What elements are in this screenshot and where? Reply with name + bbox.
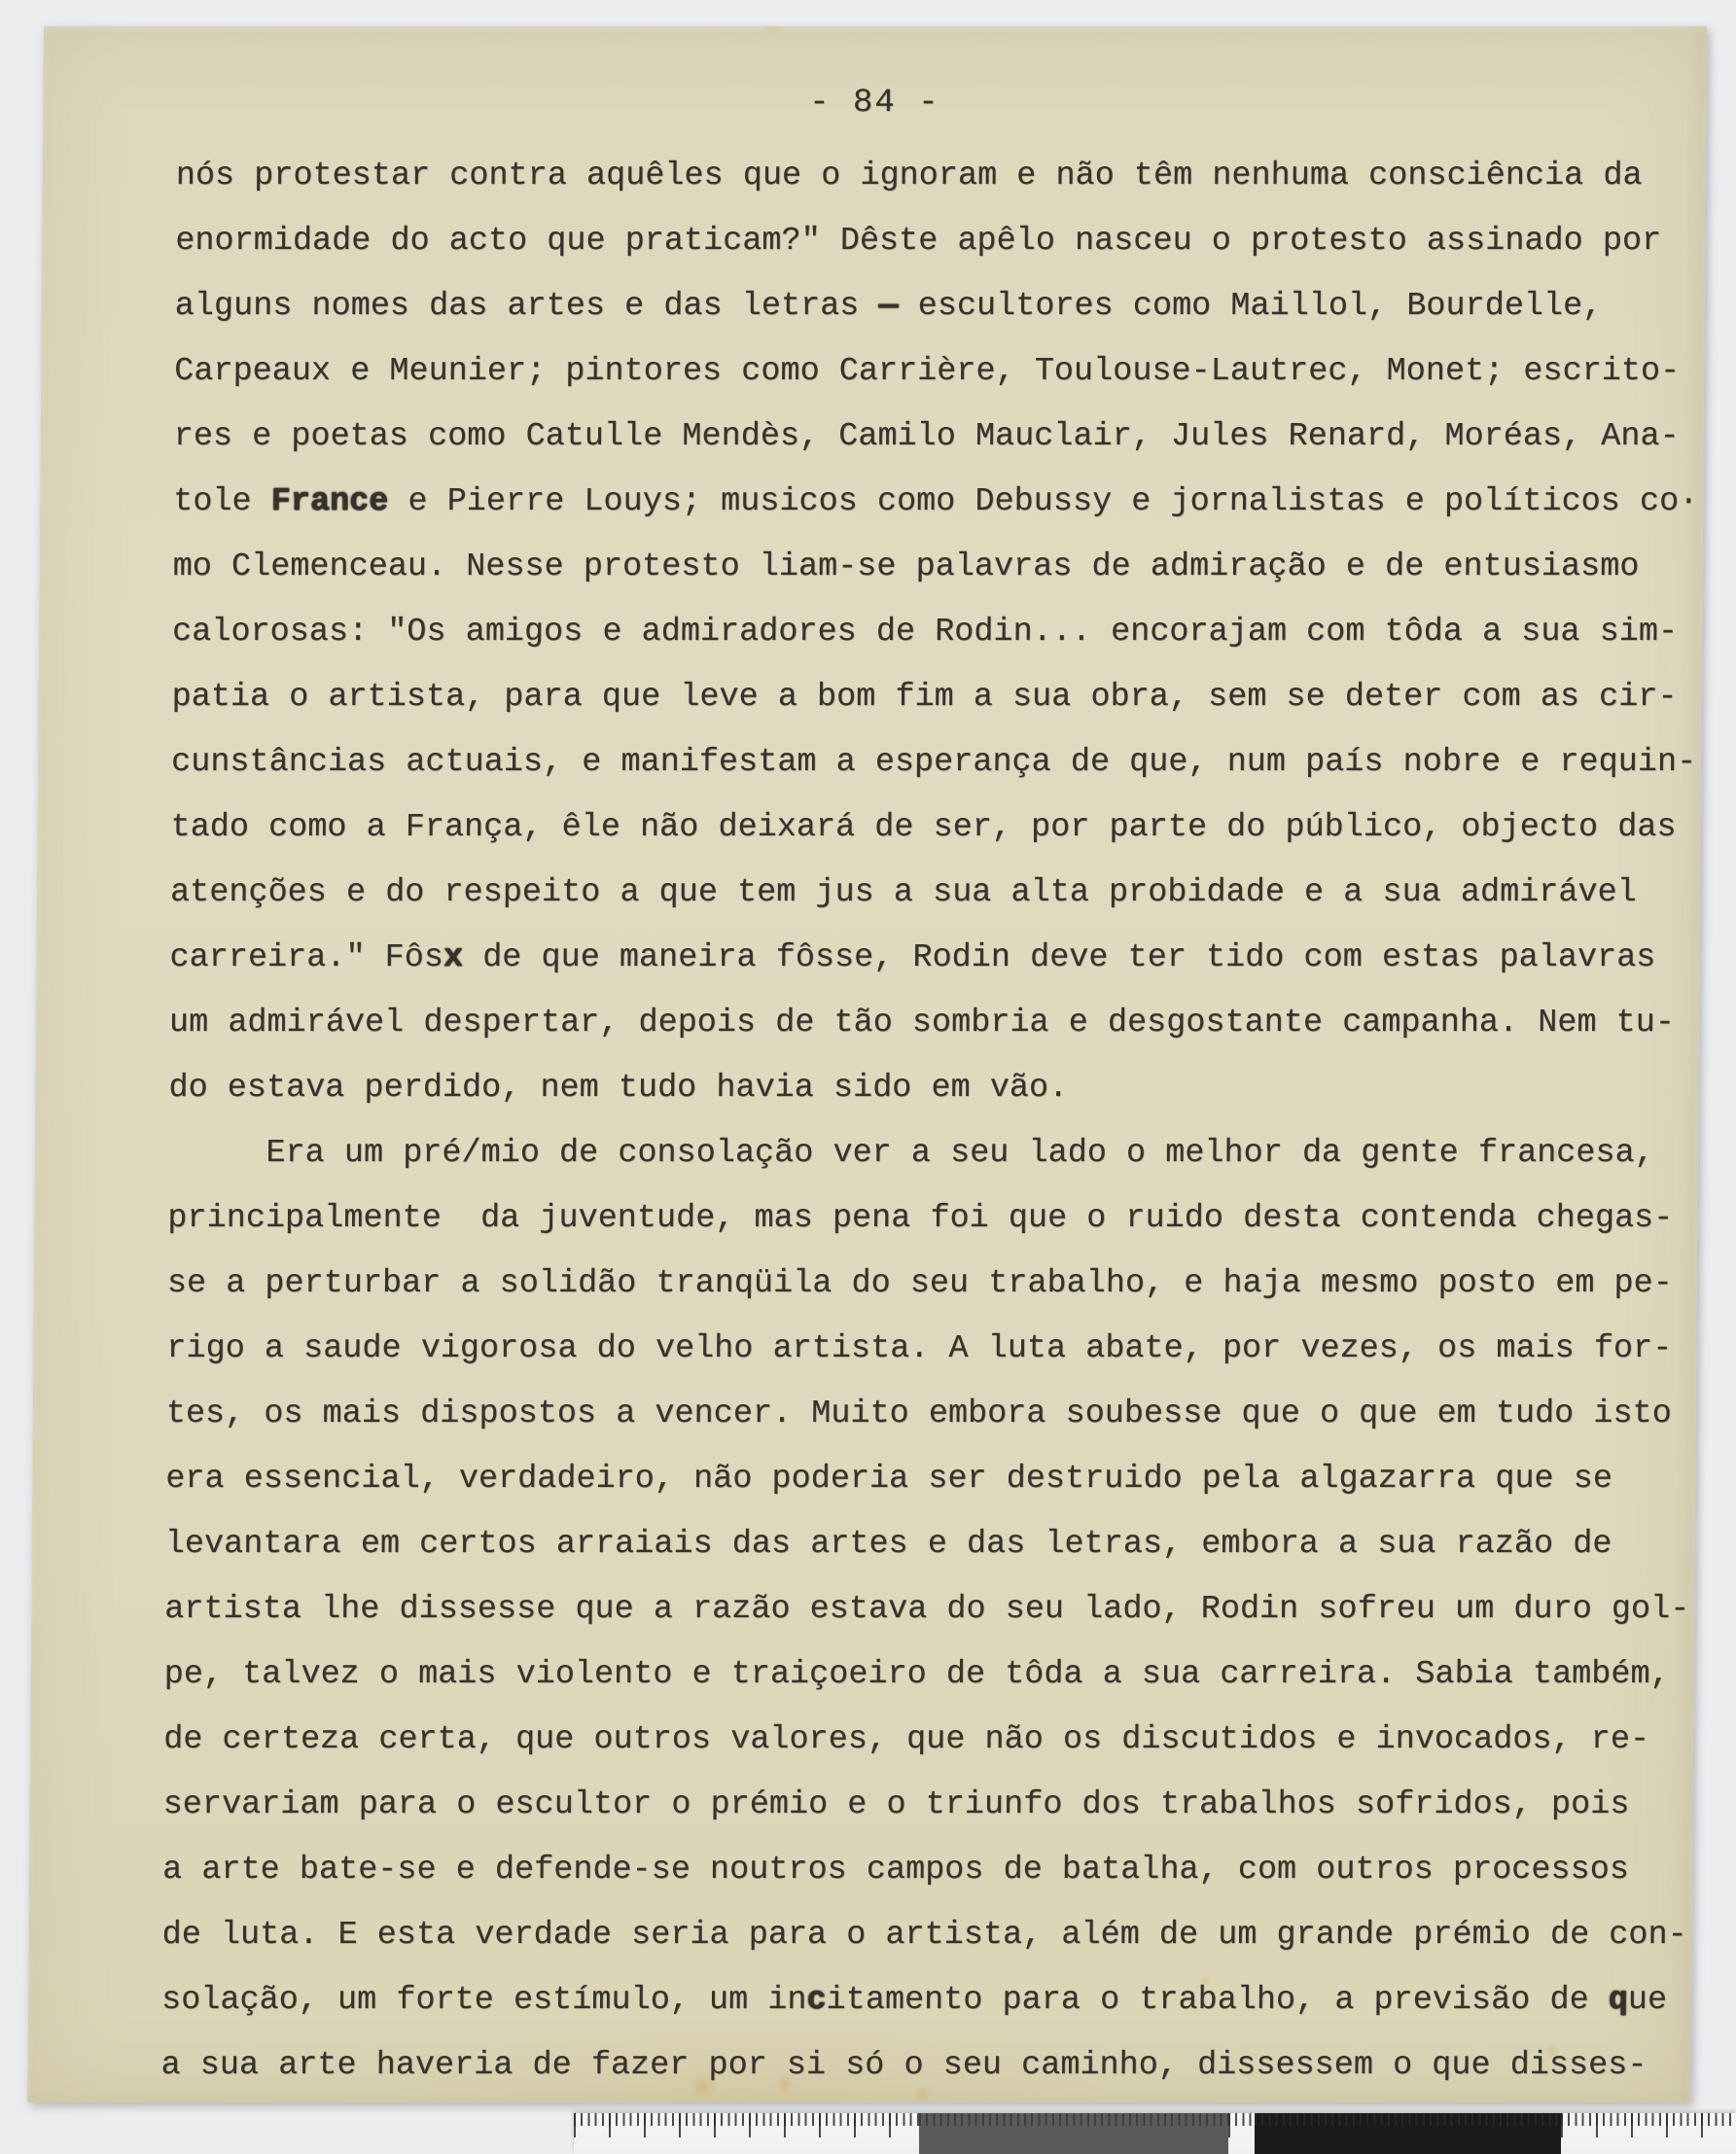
text-line: do estava perdido, nem tudo havia sido em vão. xyxy=(168,1069,1069,1107)
text-line: nós protestar contra aquêles que o ignoram e não têm nenhuma consciência da xyxy=(175,157,1643,194)
text-line: a arte bate-se e defende-se noutros campos de batalha, com outros processos xyxy=(161,1851,1630,1889)
text-line: mo Clemenceau. Nesse protesto liam-se palavras de admiração e de entusiasmo xyxy=(172,547,1640,585)
document-page xyxy=(27,26,1707,2102)
text-line: Era um pré/mio de consolação ver a seu lado o melhor da gente francesa, xyxy=(167,1134,1654,1172)
grayscale-gray-block xyxy=(919,2113,1228,2154)
text-line: se a perturbar a solidão tranqüila do seu trabalho, e haja mesmo posto em pe- xyxy=(166,1264,1673,1302)
text-line: patia o artista, para que leve a bom fim a sua obra, sem se deter com as cir- xyxy=(171,678,1678,716)
text-line: tes, os mais dispostos a vencer. Muito embora soubesse que o que em tudo isto xyxy=(165,1395,1672,1432)
text-line: um admirável despertar, depois de tão sombria e desgostante campanha. Nem tu- xyxy=(168,1004,1676,1042)
text-line: solação, um forte estímulo, um in c itamento para o trabalho, a previsão de q ue xyxy=(160,1981,1668,2019)
text-line: carreira." Fôs x de que maneira fôsse, Rodin deve ter tido com estas palavras xyxy=(169,938,1656,976)
calibration-ruler xyxy=(574,2113,1736,2154)
text-line: Carpeaux e Meunier; pintores como Carrière, Toulouse-Lautrec, Monet; escrito- xyxy=(174,352,1681,390)
typewritten-text xyxy=(160,143,1708,2098)
text-line: rigo a saude vigorosa do velho artista. A luta abate, por vezes, os mais for- xyxy=(166,1329,1673,1367)
page-number: - 84 - xyxy=(809,85,940,122)
text-line: artista lhe dissesse que a razão estava do seu lado, Rodin sofreu um duro gol- xyxy=(164,1590,1690,1628)
ruler-ticks-gap xyxy=(1228,2113,1255,2154)
text-line: principalmente da juventude, mas pena foi que o ruido desta contenda chegas- xyxy=(167,1199,1674,1237)
text-line: levantara em certos arraiais das artes e das letras, embora a sua razão de xyxy=(164,1525,1612,1563)
text-line: servariam para o escultor o prémio e o triunfo dos trabalhos sofridos, pois xyxy=(162,1785,1630,1823)
text-line: enormidade do acto que praticam?" Dêste apêlo nasceu o protesto assinado por xyxy=(175,222,1662,260)
text-line: tole France e Pierre Louys; musicos como Debussy e jornalistas e políticos co· xyxy=(173,482,1699,520)
text-line: alguns nomes das artes e das letras — escultores como Maillol, Bourdelle, xyxy=(174,287,1603,325)
text-line: era essencial, verdadeiro, não poderia ser destruido pela algazarra que se xyxy=(165,1460,1613,1498)
text-line: de certeza certa, que outros valores, que não os discutidos e invocados, re- xyxy=(163,1720,1650,1758)
text-line: calorosas: "Os amigos e admiradores de Rodin... encorajam com tôda a sua sim- xyxy=(171,613,1679,651)
text-line: atenções e do respeito a que tem jus a sua alta probidade e a sua admirável xyxy=(169,873,1637,911)
text-line: cunstâncias actuais, e manifestam a esperança de que, num país nobre e requin- xyxy=(170,743,1697,781)
text-line: tado como a França, êle não deixará de ser, por parte do público, objecto das xyxy=(170,808,1677,846)
text-line: de luta. E esta verdade seria para o artista, além de um grande prémio de con- xyxy=(161,1916,1687,1954)
grayscale-black-block xyxy=(1255,2113,1561,2154)
text-line: a sua arte haveria de fazer por si só o seu caminho, dissessem o que disses- xyxy=(160,2046,1647,2084)
text-line: pe, talvez o mais violento e traiçoeiro de tôda a sua carreira. Sabia também, xyxy=(163,1655,1670,1693)
ruler-ticks-left xyxy=(574,2113,919,2154)
text-line: res e poetas como Catulle Mendès, Camilo Mauclair, Jules Renard, Moréas, Ana- xyxy=(173,417,1680,455)
ruler-ticks-right xyxy=(1561,2113,1736,2154)
